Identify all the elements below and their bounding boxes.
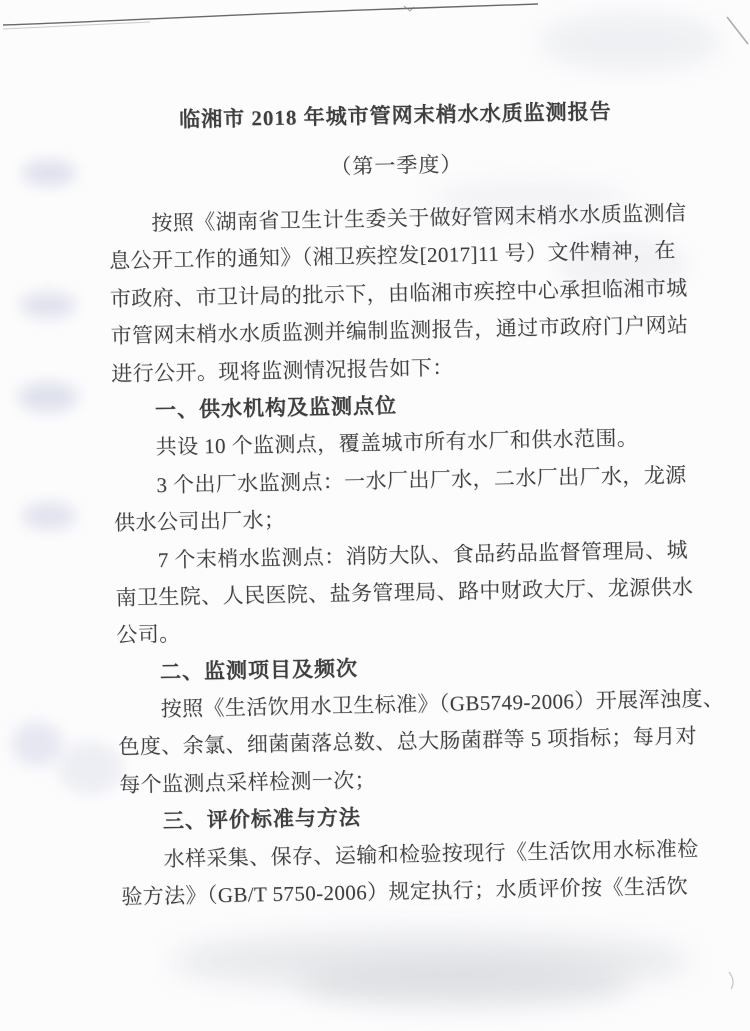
text-line: 供水公司出厂水；	[113, 507, 286, 536]
text-line: 公司。	[116, 622, 181, 648]
section-heading-1: 一、供水机构及监测点位	[154, 393, 398, 423]
text-line: 色度、余氯、细菌菌落总数、总大肠菌群等 5 项指标；每月对	[118, 724, 698, 760]
text-line: 水样采集、保存、运输和检验按现行《生活饮用水标准检	[163, 836, 699, 871]
text-line: 每个监测点采样检测一次；	[118, 767, 377, 797]
text-line: 共设 10 个监测点，覆盖城市所有水厂和供水范围。	[155, 426, 639, 460]
text-line: 市政府、市卫计局的批示下，由临湘市疾控中心承担临湘市城	[109, 275, 688, 311]
report-subtitle: （第一季度）	[330, 152, 463, 179]
text-line: 市管网末梢水水质监测并编制监测报告，通过市政府门户网站	[110, 313, 689, 349]
scan-smudge	[12, 722, 62, 766]
text-line: 息公开工作的通知》（湘卫疾控发[2017]11 号）文件精神，在	[108, 238, 677, 274]
scan-smudge	[22, 502, 76, 530]
report-title: 临湘市 2018 年城市管网末梢水水质监测报告	[178, 99, 612, 132]
text-line: 7 个末梢水监测点：消防大队、食品药品监督管理局、城	[157, 537, 689, 572]
text-line: 进行公开。现将监测情况报告如下：	[111, 355, 454, 386]
text-line: 3 个出厂水监测点：一水厂出厂水，二水厂出厂水，龙源	[156, 462, 687, 497]
document-content	[104, 0, 725, 1031]
section-heading-3: 三、评价标准与方法	[162, 805, 362, 834]
text-line: 按照《生活饮用水卫生标准》（GB5749-2006）开展浑浊度、	[160, 686, 725, 722]
section-heading-2: 二、监测项目及频次	[159, 656, 359, 684]
scan-smudge	[22, 160, 76, 186]
scan-smudge	[58, 742, 122, 794]
report-body	[108, 195, 725, 916]
scan-smudge	[18, 382, 78, 412]
text-line: 验方法》（GB/T 5750-2006）规定执行；水质评价按《生活饮	[121, 874, 689, 909]
scan-smudge	[20, 292, 76, 318]
text-line: 按照《湖南省卫生计生委关于做好管网末梢水水质监测信	[151, 200, 687, 236]
text-line: 南卫生院、人民医院、盐务管理局、路中财政大厅、龙源供水	[115, 574, 694, 610]
